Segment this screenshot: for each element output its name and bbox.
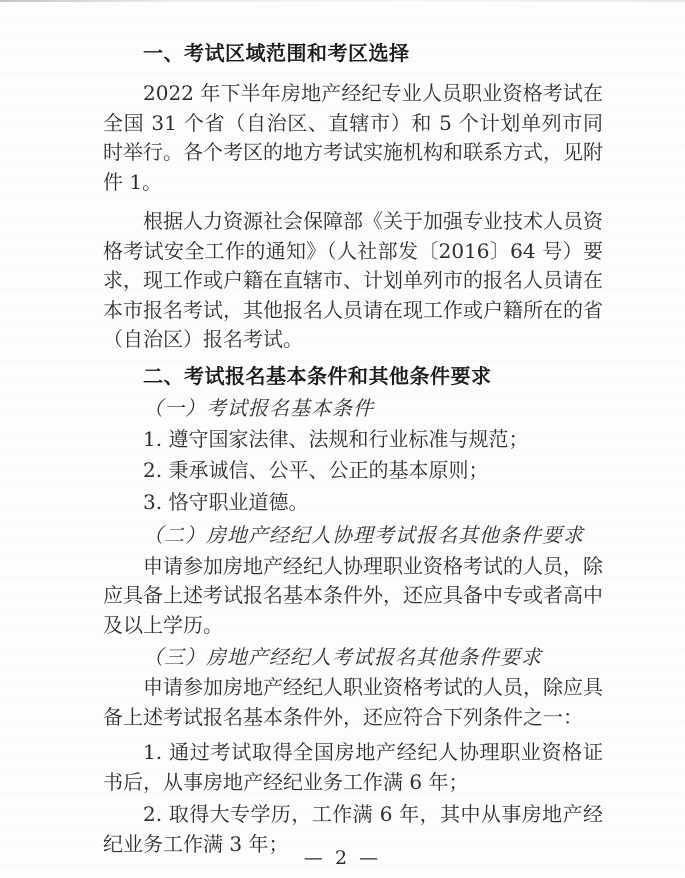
paragraph-broker-condition-1: 1. 通过考试取得全国房地产经纪人协理职业资格证书后，从事房地产经纪业务工作满 6 年；: [103, 740, 603, 794]
paragraph-broker-requirements-intro: 申请参加房地产经纪人职业资格考试的人员，除应具备上述考试报名基本条件外，还应符合下列条件之一：: [103, 675, 603, 729]
paragraph-assistant-broker-requirements: 申请参加房地产经纪人协理职业资格考试的人员，除应具备上述考试报名基本条件外，还应具备中专或者高中及以上学历。: [103, 553, 603, 637]
subheading-broker-conditions: （三）房地产经纪人考试报名其他条件要求: [143, 645, 542, 670]
document-content: [103, 40, 603, 859]
subheading-assistant-broker-conditions: （二）房地产经纪人协理考试报名其他条件要求: [143, 522, 584, 547]
page-number: — 2 —: [303, 847, 382, 869]
section-heading-exam-regions: 一、考试区域范围和考区选择: [143, 41, 410, 65]
paragraph-exam-schedule: 2022 年下半年房地产经纪专业人员职业资格考试在全国 31 个省（自治区、直辖市）和 5 个计划单列市同时举行。各个考区的地方考试实施机构和联系方式，见附件 1。: [103, 81, 603, 194]
list-item-professional-ethics: 3. 恪守职业道德。: [143, 490, 309, 515]
section-heading-registration-conditions: 二、考试报名基本条件和其他条件要求: [143, 363, 492, 388]
subheading-basic-conditions: （一）考试报名基本条件: [143, 395, 374, 420]
paragraph-registration-location-rule: 根据人力资源社会保障部《关于加强专业技术人员资格考试安全工作的通知》（人社部发〔2016〕64 号）要求，现工作或户籍在直辖市、计划单列市的报名人员请在本市报名考试，其他报名人员请在现工作或户籍所在的省（自治区）报名考试。: [103, 209, 603, 351]
list-item-obey-laws: 1. 遵守国家法律、法规和行业标准与规范；: [143, 426, 529, 451]
list-item-integrity-principles: 2. 秉承诚信、公平、公正的基本原则；: [143, 458, 489, 483]
paragraph-broker-condition-2: 2. 取得大专学历，工作满 6 年，其中从事房地产经纪业务工作满 3 年；: [103, 802, 603, 856]
